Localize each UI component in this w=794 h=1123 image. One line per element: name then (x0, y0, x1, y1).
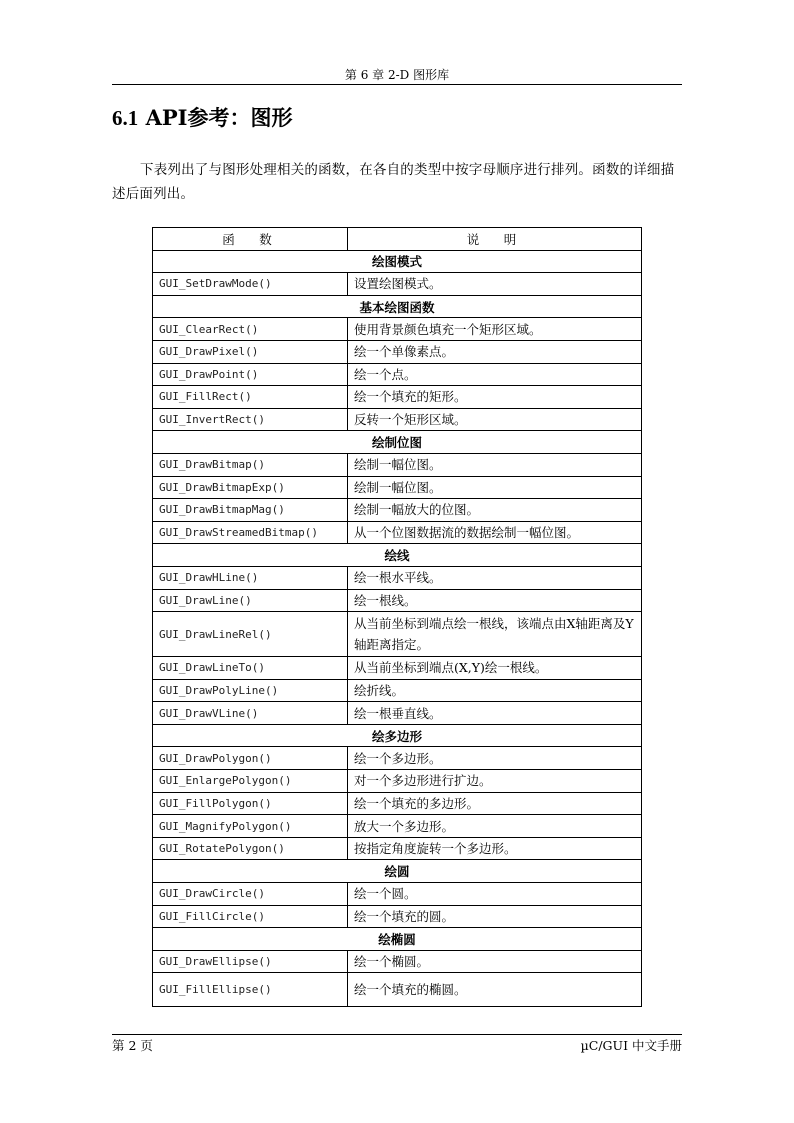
function-description: 绘一个椭圆。 (348, 950, 642, 973)
column-header-description: 说 明 (348, 228, 642, 251)
category-label: 绘圆 (153, 860, 642, 883)
function-name: GUI_SetDrawMode() (153, 273, 348, 296)
column-header-function: 函 数 (153, 228, 348, 251)
function-name: GUI_FillRect() (153, 386, 348, 409)
function-name: GUI_DrawPoint() (153, 363, 348, 386)
table-row (153, 453, 642, 476)
function-description: 放大一个多边形。 (348, 815, 642, 838)
table-row (153, 566, 642, 589)
function-description: 绘一个填充的多边形。 (348, 792, 642, 815)
category-row (153, 928, 642, 951)
function-description: 绘一个填充的椭圆。 (348, 973, 642, 1007)
section-title (112, 104, 292, 132)
function-description: 从当前坐标到端点(X,Y)绘一根线。 (348, 657, 642, 680)
function-description: 对一个多边形进行扩边。 (348, 770, 642, 793)
page-header: 第 6 章 2-D 图形库 (344, 68, 450, 82)
section-title-text: API参考：图形 (145, 105, 293, 130)
table-row (153, 589, 642, 612)
function-name: GUI_EnlargePolygon() (153, 770, 348, 793)
table-row (153, 499, 642, 522)
category-label: 基本绘图函数 (153, 295, 642, 318)
category-row (153, 860, 642, 883)
category-label: 绘图模式 (153, 250, 642, 273)
category-row (153, 724, 642, 747)
table-row (153, 273, 642, 296)
function-name: GUI_DrawBitmapExp() (153, 476, 348, 499)
function-name: GUI_DrawBitmap() (153, 453, 348, 476)
function-name: GUI_FillCircle() (153, 905, 348, 928)
function-name: GUI_DrawPolygon() (153, 747, 348, 770)
function-name: GUI_DrawEllipse() (153, 950, 348, 973)
category-label: 绘多边形 (153, 724, 642, 747)
function-description: 使用背景颜色填充一个矩形区域。 (348, 318, 642, 341)
table-row (153, 815, 642, 838)
function-name: GUI_MagnifyPolygon() (153, 815, 348, 838)
function-name: GUI_DrawVLine() (153, 702, 348, 725)
function-name: GUI_RotatePolygon() (153, 837, 348, 860)
function-description: 从一个位图数据流的数据绘制一幅位图。 (348, 521, 642, 544)
table-row (153, 950, 642, 973)
function-description: 绘一个填充的矩形。 (348, 386, 642, 409)
function-description: 设置绘图模式。 (348, 273, 642, 296)
function-name: GUI_DrawLineTo() (153, 657, 348, 680)
footer-rule (112, 1034, 682, 1035)
table-row (153, 386, 642, 409)
page-number: 第 2 页 (112, 1038, 153, 1053)
table-row (153, 363, 642, 386)
category-label: 绘椭圆 (153, 928, 642, 951)
function-description: 绘一个单像素点。 (348, 340, 642, 363)
function-name: GUI_DrawPolyLine() (153, 679, 348, 702)
function-description: 绘一根垂直线。 (348, 702, 642, 725)
table-row (153, 521, 642, 544)
category-row (153, 250, 642, 273)
table-row (153, 792, 642, 815)
category-label: 绘制位图 (153, 431, 642, 454)
table-row (153, 657, 642, 680)
function-description: 绘制一幅位图。 (348, 453, 642, 476)
function-name: GUI_ClearRect() (153, 318, 348, 341)
function-name: GUI_FillPolygon() (153, 792, 348, 815)
function-name: GUI_DrawCircle() (153, 883, 348, 906)
function-description: 绘一根线。 (348, 589, 642, 612)
category-row (153, 544, 642, 567)
table-row (153, 837, 642, 860)
function-description: 绘制一幅位图。 (348, 476, 642, 499)
table-row (153, 476, 642, 499)
function-description: 按指定角度旋转一个多边形。 (348, 837, 642, 860)
table-row (153, 905, 642, 928)
manual-title: µC/GUI 中文手册 (580, 1038, 682, 1053)
function-description: 从当前坐标到端点绘一根线，该端点由X轴距离及Y轴距离指定。 (348, 612, 642, 657)
section-number: 6.1 (112, 106, 139, 130)
function-table (152, 227, 642, 1007)
table-row (153, 679, 642, 702)
table-row (153, 408, 642, 431)
function-name: GUI_InvertRect() (153, 408, 348, 431)
function-name: GUI_DrawLineRel() (153, 612, 348, 657)
table-row (153, 340, 642, 363)
table-header-row (153, 228, 642, 251)
function-description: 反转一个矩形区域。 (348, 408, 642, 431)
function-description: 绘一个多边形。 (348, 747, 642, 770)
function-name: GUI_DrawLine() (153, 589, 348, 612)
function-name: GUI_DrawBitmapMag() (153, 499, 348, 522)
category-row (153, 295, 642, 318)
function-description: 绘一个圆。 (348, 883, 642, 906)
function-description: 绘一个填充的圆。 (348, 905, 642, 928)
function-name: GUI_DrawStreamedBitmap() (153, 521, 348, 544)
function-name: GUI_DrawPixel() (153, 340, 348, 363)
table-row (153, 770, 642, 793)
function-description: 绘制一幅放大的位图。 (348, 499, 642, 522)
table-row (153, 973, 642, 1007)
intro-paragraph: 下表列出了与图形处理相关的函数，在各自的类型中按字母顺序进行排列。函数的详细描述后面列出。 (112, 162, 675, 202)
category-label: 绘线 (153, 544, 642, 567)
function-name: GUI_FillEllipse() (153, 973, 348, 1007)
category-row (153, 431, 642, 454)
table-row (153, 318, 642, 341)
table-row (153, 747, 642, 770)
header-rule (112, 84, 682, 85)
function-description: 绘一个点。 (348, 363, 642, 386)
function-description: 绘折线。 (348, 679, 642, 702)
function-name: GUI_DrawHLine() (153, 566, 348, 589)
table-row (153, 612, 642, 657)
table-body (153, 250, 642, 1007)
table-row (153, 883, 642, 906)
function-description: 绘一根水平线。 (348, 566, 642, 589)
table-row (153, 702, 642, 725)
